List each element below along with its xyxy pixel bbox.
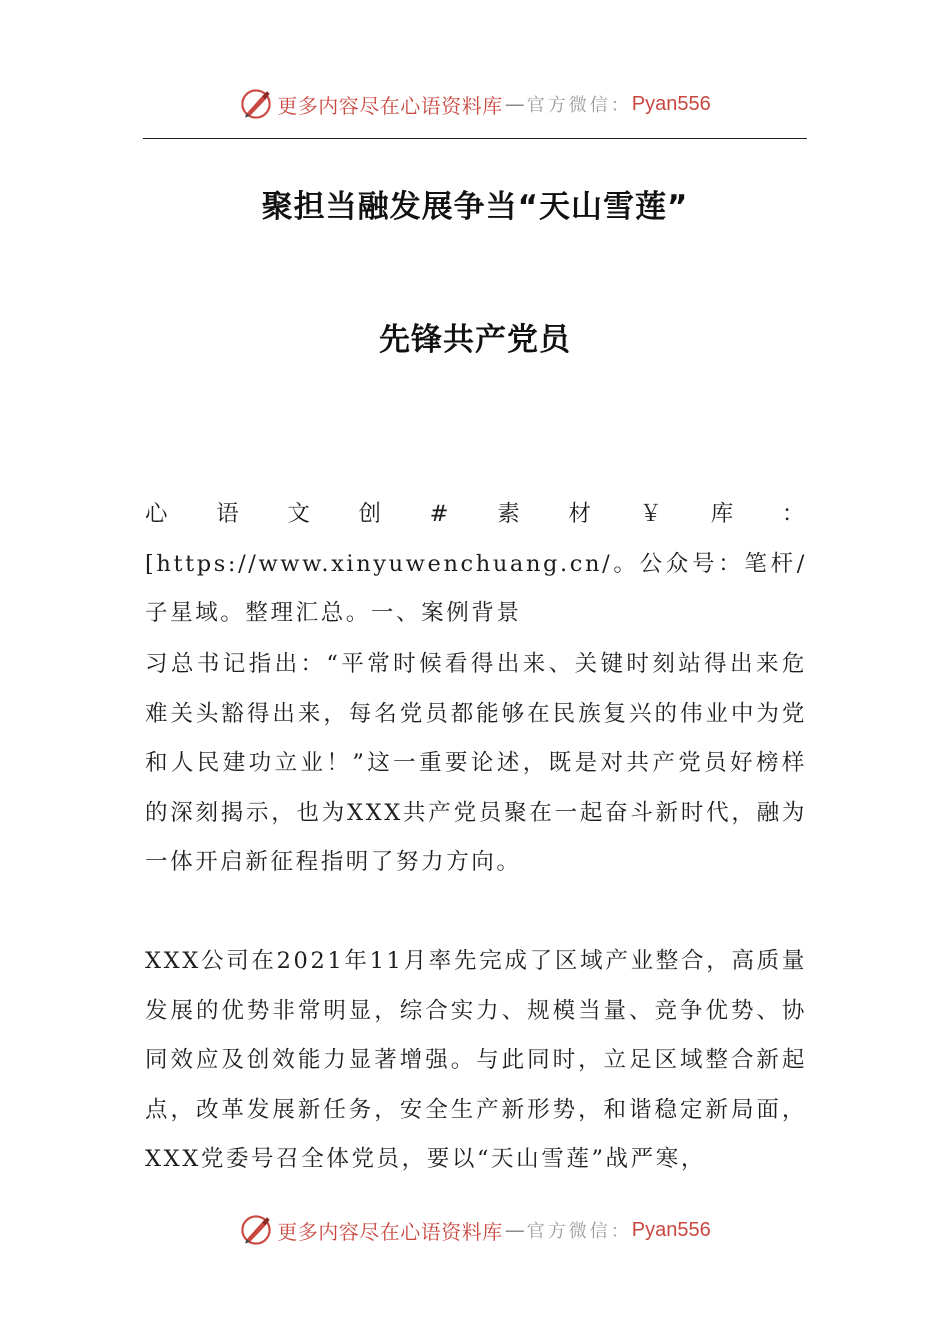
header-banner xyxy=(0,84,950,124)
footer-wechat-id: Pyan556 xyxy=(631,1218,711,1241)
footer-banner xyxy=(0,1210,950,1250)
header-divider xyxy=(143,138,807,139)
body-paragraph-3: XXX公司在2021年11月率先完成了区域产业整合，高质量发展的优势非常明显，综合实力、规模当量、竞争优势、协同效应及创效能力显著增强。与此同时，立足区域整合新起点，改革发展新任务，安全生产新形势，和谐稳定新局面，XXX党委号召全体党员，要以“天山雪莲”战严寒， xyxy=(145,948,807,1172)
body-paragraph-2: 习总书记指出：“平常时候看得出来、关键时刻站得出来危难关头豁得出来，每名党员都能够在民族复兴的伟业中为党和人民建功立业！”这一重要论述，既是对共产党员好榜样的深刻揭示，也为XXX共产党员聚在一起奋斗新时代，融为一体开启新征程指明了努力方向。 xyxy=(145,651,807,875)
footer-main-text: 更多内容尽在心语资料库 xyxy=(277,1219,503,1244)
banner-wechat-label: 官方微信： xyxy=(526,95,632,116)
document-title-line2: 先锋共产党员 xyxy=(379,322,571,358)
pen-circle-logo-icon xyxy=(239,87,273,121)
banner-main-text: 更多内容尽在心语资料库 xyxy=(277,93,503,118)
pen-circle-logo-icon xyxy=(239,1213,273,1247)
banner-dash: — xyxy=(504,92,525,116)
banner-wechat-id: Pyan556 xyxy=(631,92,711,115)
body-paragraph-1: 心语文创#素材￥库：[https://www.xinyuwenchuang.cn/。公众号：笔杆/子星域。整理汇总。一、案例背景 xyxy=(145,501,807,626)
footer-wechat-label: 官方微信： xyxy=(526,1221,632,1242)
footer-dash: — xyxy=(504,1218,525,1242)
document-title-line1: 聚担当融发展争当“天山雪莲” xyxy=(261,189,689,225)
